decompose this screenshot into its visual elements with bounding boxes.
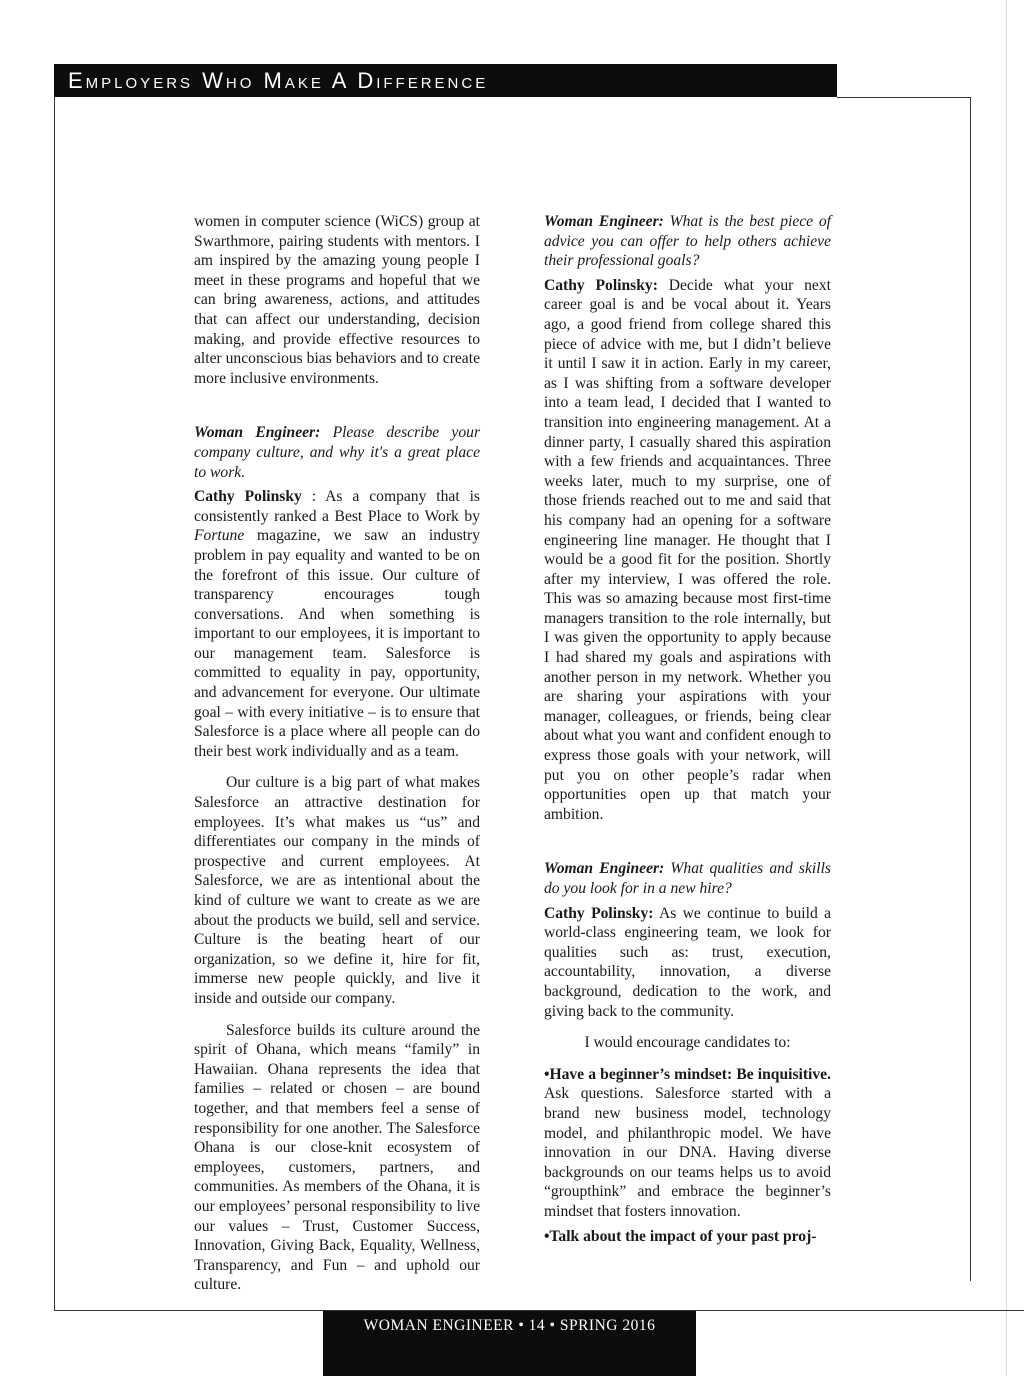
left-column xyxy=(194,212,480,1295)
answer-best-advice xyxy=(544,276,831,825)
bullet-text: Ask questions. Salesforce started with a brand new business model, technology model, and philanthropic model. We have innovation in our DNA. Having diverse backgrounds on our teams helps us to avoid “groupthink” and embrace the beginner’s mindset that fosters innovation. xyxy=(544,1085,831,1220)
culture-paragraph: Our culture is a big part of what makes Salesforce an attractive destination for employees. It’s what makes us “us” and differentiates our company in the minds of prospective and current employees. At Salesforce, we are as intentional about the kind of culture we want to create as we are about the products we build, sell and service. Culture is the beating heart of our organization, so we define it, hire for fit, immerse new people quickly, and live it inside and outside our company. xyxy=(194,774,480,1007)
answer-qualities-skills xyxy=(544,904,831,1022)
question-label: Woman Engineer: xyxy=(544,213,664,230)
frame-line-top xyxy=(837,97,971,98)
answer-label: Cathy Polinsky: xyxy=(544,904,654,922)
page-edge-line xyxy=(1006,0,1007,1376)
frame-line-left xyxy=(54,97,55,1311)
answer-text: : As a company that is consistently ranked a Best Place to Work by xyxy=(194,488,480,525)
question-company-culture xyxy=(194,423,480,482)
ohana-paragraph: Salesforce builds its culture around the spirit of Ohana, which means “family” in Hawaiian. Ohana represents the idea that families – related or chosen – are bound together, and that members feel a sense of responsibility for one another. The Salesforce Ohana is our close-knit ecosystem of employees, customers, partners, and communities. As members of the Ohana, it is our employees’ personal responsibility to live our values – Trust, Customer Success, Innovation, Giving Back, Equality, Wellness, Transparency, and Fun – and uphold our culture. xyxy=(194,1021,480,1294)
bullet-heading: •Have a beginner’s mindset: Be inquisitive. xyxy=(544,1065,831,1083)
bullet-past-projects xyxy=(544,1227,831,1247)
answer-text: Decide what your next career goal is and be vocal about it. Years ago, a good friend from college shared this piece of advice with me, but I didn’t believe it until I saw it in action. Early in my career, as I was shifting from a software developer into a team lead, I decided that I wanted to transition into engineering management. At a dinner party, I casually shared this aspiration with a few friends and acquaintances. Three weeks later, much to my surprise, one of those friends reached out to me and said that his company had an opening for a software engineering line manager. He thought that I would be a good fit for the position. Shortly after my interview, I was offered the role. This was so amazing because most first-time managers transition to the role internally, but I was given the opportunity to apply because I had shared my goals and aspirations with another person in my network. Whether you are sharing your aspirations with your manager, colleagues, or friends, being clear about what you want and confident enough to express those goals with your network, will put you on other people’s radar when opportunities open up that match your ambition. xyxy=(544,276,831,823)
bullet-heading: •Talk about the impact of your past proj- xyxy=(544,1227,817,1245)
section-header-title: Employers Who Make A Difference xyxy=(68,68,489,93)
magazine-name: Fortune xyxy=(194,527,245,545)
question-text: What is the best piece of advice you can offer to help others achieve their professional goals? xyxy=(544,213,831,270)
answer-label: Cathy Polinsky: xyxy=(544,276,658,294)
footer-bar xyxy=(323,1311,696,1376)
section-header-bar xyxy=(54,64,837,97)
question-label: Woman Engineer: xyxy=(194,424,321,442)
right-column xyxy=(544,212,831,1246)
answer-text-continued: magazine, we saw an industry problem in pay equality and wanted to be on the forefront of this issue. Our culture of transparency encourages tough conversations. And when something is important to our employees, it is important to our management team. Salesforce is committed to equality in pay, opportunity, and advancement for everyone. Our ultimate goal – with every initiative – is to ensure that Salesforce is a place where all people can do their best work individually and as a team. xyxy=(194,527,480,760)
answer-text: As we continue to build a world-class engineering team, we look for qualities such as: trust, execution, accountability, innovation, a diverse background, dedication to the work, and giving back to the community. xyxy=(544,904,832,1020)
question-qualities-skills xyxy=(544,859,831,898)
frame-line-right xyxy=(970,97,971,1281)
bullet-beginners-mindset xyxy=(544,1065,831,1222)
question-label: Woman Engineer: xyxy=(544,860,665,878)
question-best-advice xyxy=(544,212,831,271)
footer-text: WOMAN ENGINEER • 14 • SPRING 2016 xyxy=(363,1317,656,1334)
answer-company-culture xyxy=(194,487,480,761)
encourage-line: I would encourage candidates to: xyxy=(584,1034,791,1052)
question-text: What qualities and skills do you look for in a new hire? xyxy=(544,860,831,897)
question-text: Please describe your company culture, and why it's a great place to work. xyxy=(194,424,481,481)
intro-paragraph: women in computer science (WiCS) group at Swarthmore, pairing students with mentors. I am inspired by the amazing young people I meet in these programs and hopeful that we can bring awareness, actions, and attitudes that can affect our understanding, decision making, and provide effective resources to alter unconscious bias behaviors and to create more inclusive environments. xyxy=(194,213,480,387)
answer-label: Cathy Polinsky xyxy=(194,488,302,506)
